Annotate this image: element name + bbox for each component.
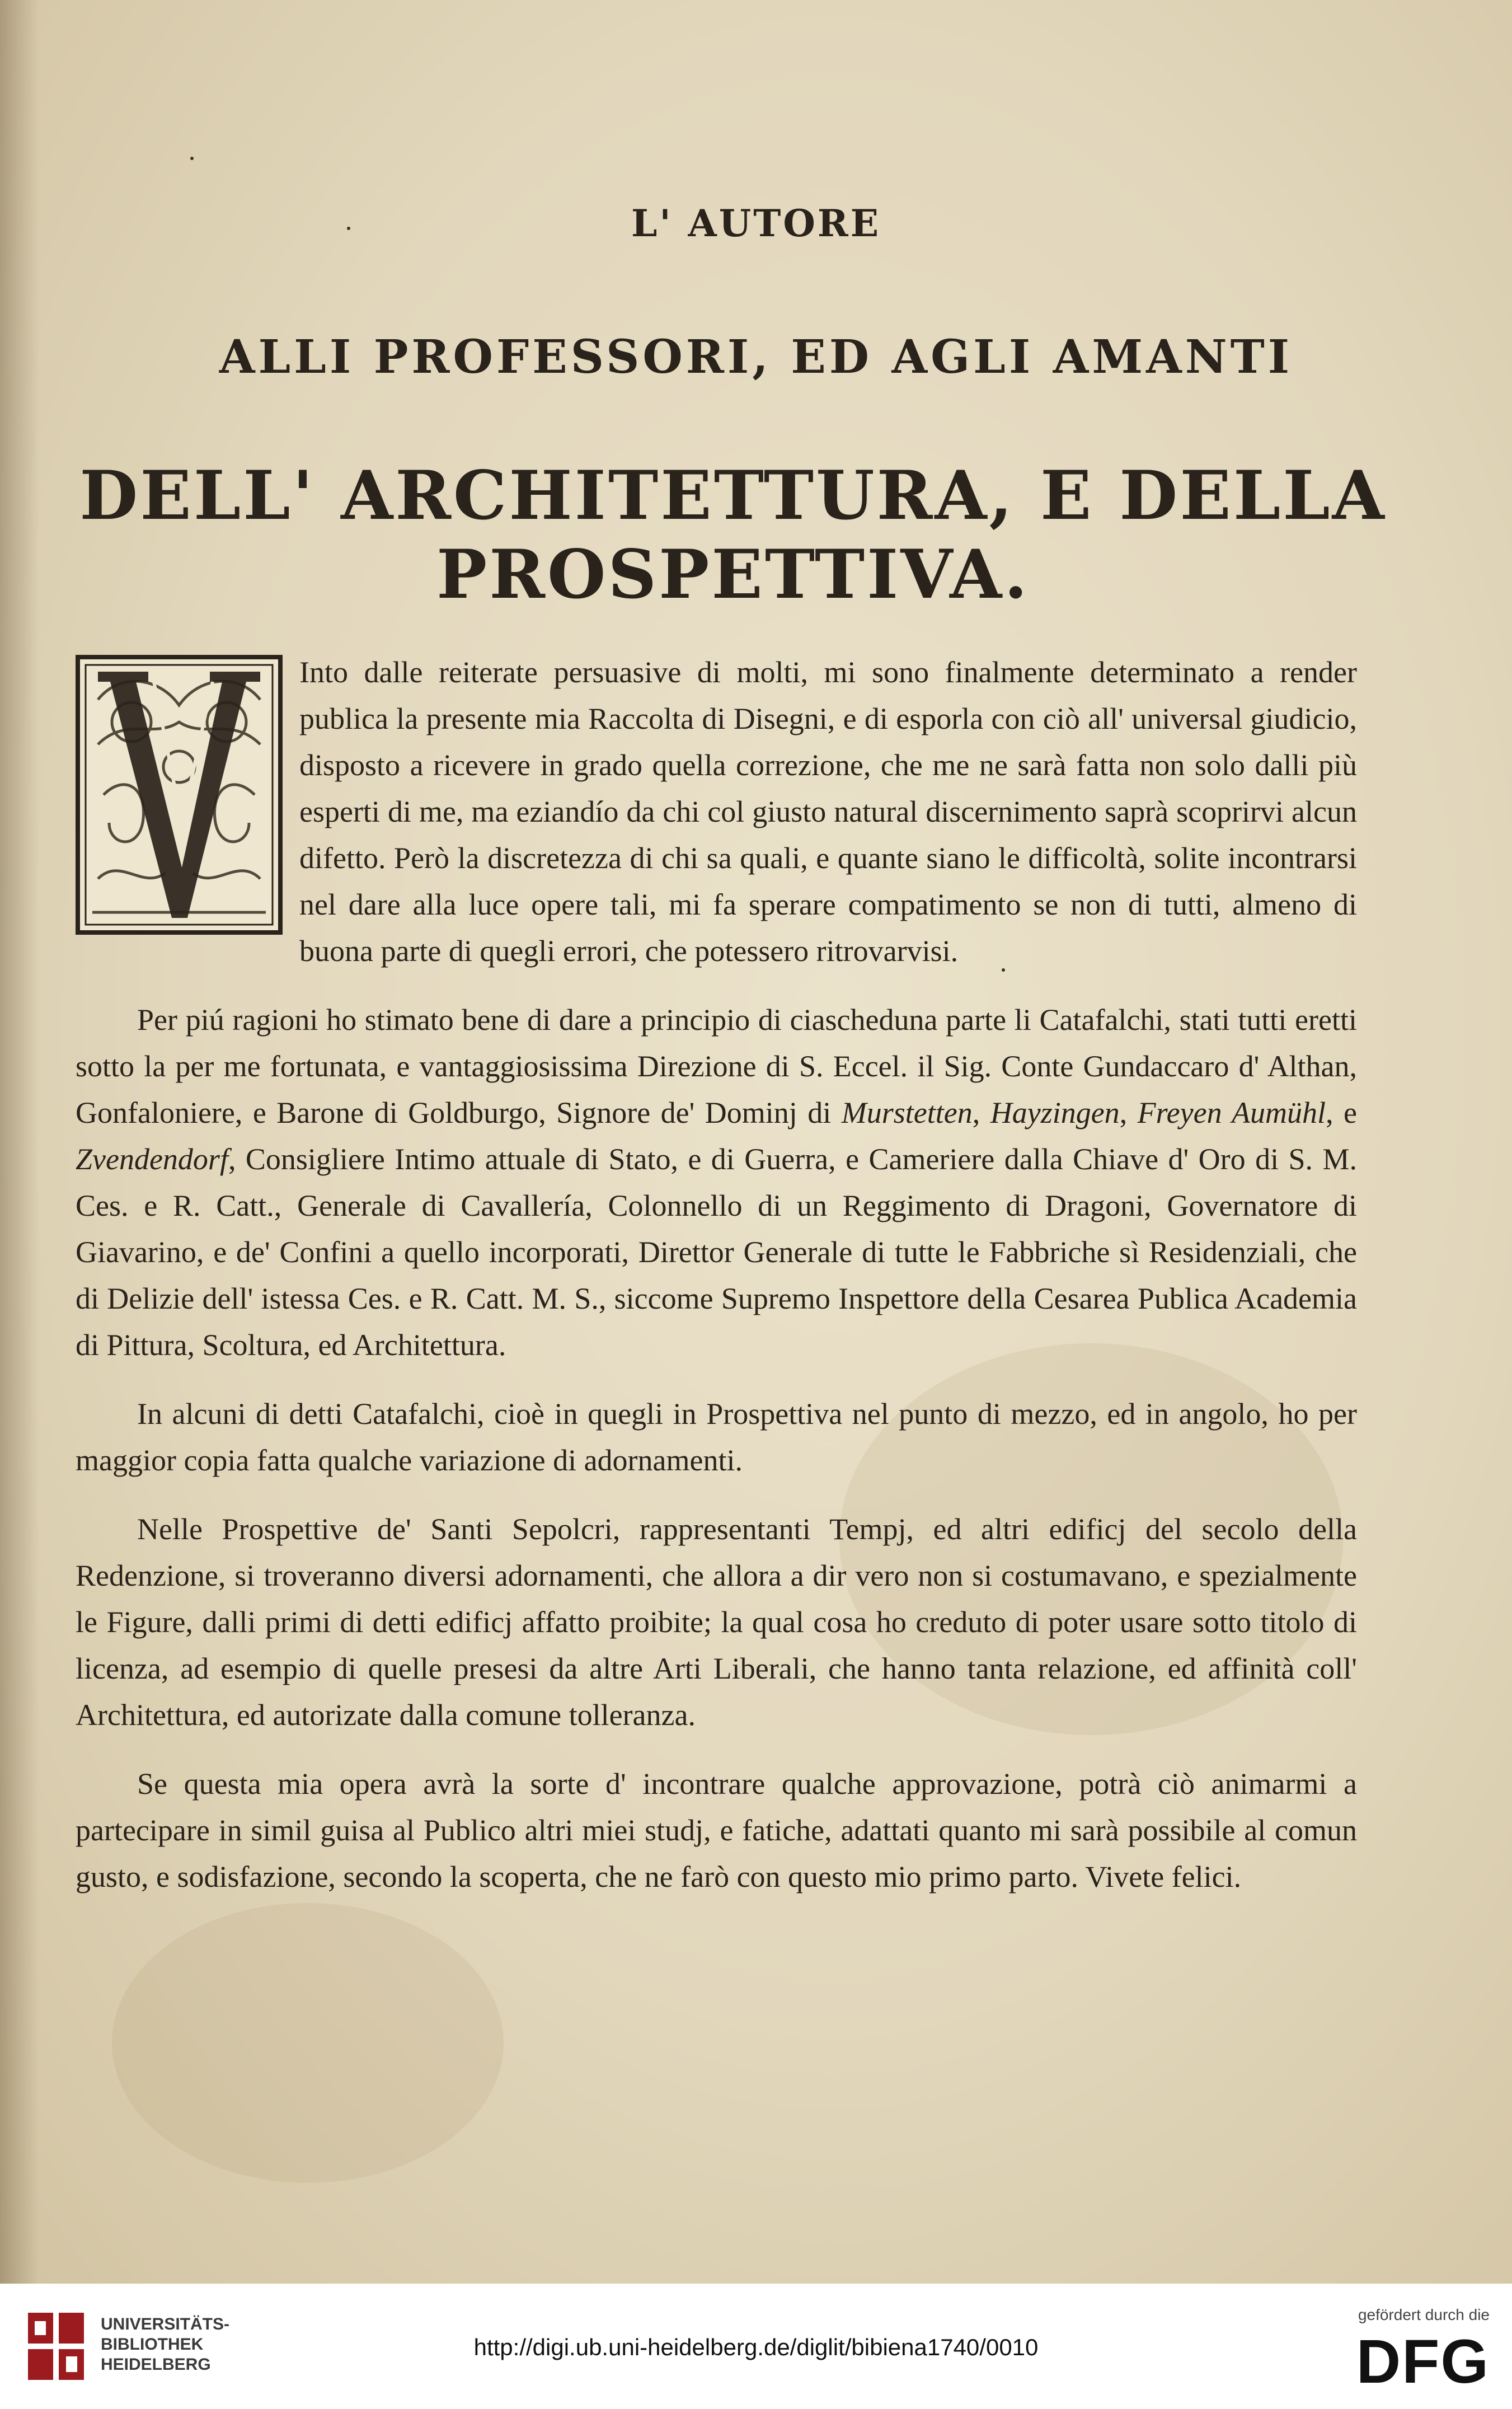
funded-by-label: gefördert durch die	[1358, 2306, 1490, 2323]
place-name: Hayzingen	[990, 1096, 1120, 1129]
paragraph-1	[76, 649, 1357, 974]
permalink-url[interactable]: http://digi.ub.uni-heidelberg.de/diglit/bibiena1740/0010	[473, 2334, 1039, 2360]
place-name: Murstetten	[841, 1096, 973, 1129]
place-name: Zvendendorf	[76, 1142, 228, 1176]
paragraph-3: In alcuni di detti Catafalchi, cioè in quegli in Prospettiva nel punto di mezzo, ed in angolo, ho per maggior copia fatta qualche variazione di adornamenti.	[76, 1397, 1357, 1477]
paragraph-5: Se questa mia opera avrà la sorte d' incontrare qualche approvazione, potrà ciò animarmi a partecipare in simil guisa al Publico altri miei studj, e fatiche, adattati quanto mi sarà possibile al comun gusto, e sodisfazione, secondo la scoperta, che ne farò con questo mio primo parto. Vivete felici.	[76, 1767, 1357, 1894]
body-text	[76, 649, 1357, 1923]
library-name-line: BIBLIOTHEK	[101, 2335, 204, 2354]
library-name-line: UNIVERSITÄTS-	[101, 2315, 230, 2333]
heading-dedication: ALLI PROFESSORI, ED AGLI AMANTI	[219, 330, 1293, 384]
heading-subject: DELL' ARCHITETTURA, E DELLA PROSPETTIVA.	[79, 456, 1387, 614]
digitization-footer	[0, 2284, 1512, 2409]
place-name: Freyen Aumühl	[1137, 1096, 1326, 1129]
paragraph-2-text-a: Per piú ragioni ho stimato bene di dare a principio di ciascheduna parte li Catafalchi, stati tutti eretti sotto la per me fortunata, e vantaggiosissima Direzione di S. Eccel. il Sig. Conte Gundaccaro d' Althan, Gonfaloniere, e Barone di Goldburgo, Signore de' Dominj di	[76, 1003, 1357, 1129]
library-name-line: HEIDELBERG	[101, 2355, 211, 2374]
paper-stain	[112, 1903, 504, 2183]
paragraph-2: Per piú ragioni ho stimato bene di dare a principio di ciascheduna parte li Catafalchi, stati tutti eretti sotto la per me fortunata, e vantaggiosissima Direzione di S. Eccel. il Sig. Conte Gundaccaro d' Althan, Gonfaloniere, e Barone di Goldburgo, Signore de' Dominj di Murstetten, Hayzingen, Freyen Aumühl, e Zvendendorf, Consigliere Intimo attuale di Stato, e di Guerra, e Cameriere dalla Chiave d' Oro di S. M. Ces. e R. Catt., Generale di Cavallería, Colonnello di un Reggimento di Dragoni, Governatore di Giavarino, e de' Confini a quello incorporati, Direttor Generale di tutte le Fabbriche sì Residenziali, che di Delizie dell' istessa Ces. e R. Catt. M. S., siccome Supremo Inspettore della Cesarea Publica Academia di Pittura, Scoltura, ed Architettura.	[76, 1003, 1358, 1362]
paragraph-1-first-letter: I	[299, 655, 309, 689]
ink-fleck	[190, 157, 194, 160]
heading-author: L' AUTORE	[631, 201, 881, 245]
paragraph-1-text: nto dalle reiterate persuasive di molti, mi sono finalmente determinato a render publica la presente mia Raccolta di Disegni, e di esporla con ciò all' universal giudicio, disposto a ricevere in grado quella correzione, che me ne sarà fatta non solo dalli più esperti di me, ma eziandío da chi col giusto natural discernimento saprà scoprirvi alcun difetto. Però la discretezza di chi sa quali, e quante siano le difficoltà, solite incontrarsi nel dare alla luce opere tali, mi fa sperare compatimento se non di tutti, almeno di buona parte di quegli errori, che potessero ritrovarvisi.	[299, 655, 1357, 968]
paragraph-2-text-b: Consigliere Intimo attuale di Stato, e di Guerra, e Cameriere dalla Chiave d' Oro di S. M. Ces. e R. Catt., Generale di Cavallería, Colonnello di un Reggimento di Dragoni, Governatore di Giavarino, e de' Confini a quello incorporati, Direttor Generale di tutte le Fabbriche sì Residenziali, che di Delizie dell' istessa Ces. e R. Catt. M. S., siccome Supremo Inspettore della Cesarea Publica Academia di Pittura, Scoltura, ed Architettura.	[76, 1142, 1357, 1362]
ornamental-dropcap	[76, 655, 283, 935]
paragraph-4: Nelle Prospettive de' Santi Sepolcri, rappresentanti Tempj, ed altri edificj del secolo della Redenzione, si troveranno diversi adornamenti, che allora a dir vero non si costumavano, e spezialmente le Figure, dalli primi di detti edificj affatto proibite; la qual cosa ho creduto di poter usare sotto titolo di licenza, ad esempio di quelle presesi da altre Arti Liberali, che hanno tanta relazione, ed affinità coll' Architettura, ed autorizate dalla comune tolleranza.	[76, 1512, 1357, 1732]
dropcap-v-icon	[76, 655, 283, 935]
dfg-logo: DFG	[1356, 2327, 1490, 2396]
